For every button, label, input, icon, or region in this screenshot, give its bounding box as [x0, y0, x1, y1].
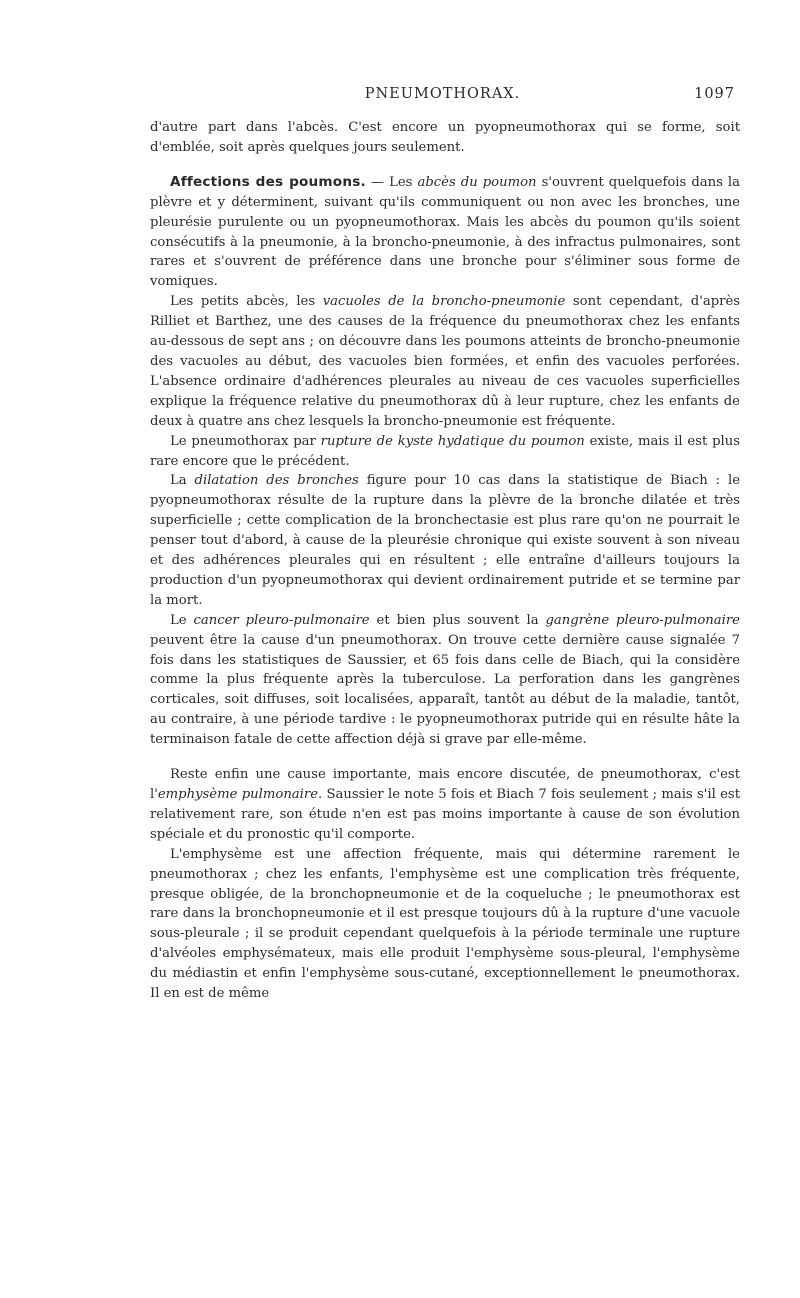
paragraph-text: Les petits abcès, les: [170, 294, 323, 310]
paragraph-emphyseme-enfants: [150, 845, 740, 1004]
italic-term: abcès du poumon: [417, 174, 537, 190]
paragraph-continuation: [150, 118, 740, 158]
paragraph-text: sont cependant, d'après Rilliet et Barthez, une des causes de la fréquence du pneumothorax chez les enfants au-dessous de sept ans ; on découvre dans les poumons atteints de broncho-pneumonie des vacuoles au début, des vacuoles bien formées, et enfin des vacuoles perforées. L'absence ordinaire d'adhérences pleurales au niveau de ces vacuoles superficielles explique la fréquence relative du pneumothorax dû à leur rupture, chez les enfants de deux à quatre ans chez lesquels la broncho-pneumonie est fréquente.: [150, 294, 741, 429]
paragraph-cancer-gangrene: [150, 611, 740, 750]
italic-term: gangrène pleuro-pulmonaire: [545, 612, 740, 628]
paragraph-text: et bien plus souvent la: [369, 612, 546, 628]
paragraph-kyste-hydatique: [150, 432, 740, 472]
paragraph-text: d'autre part dans l'abcès. C'est encore un pyopneumothorax qui se forme, soit d'emblée, soit après quelques jours seulement.: [150, 120, 740, 155]
running-head: [150, 86, 735, 108]
paragraph-text: — Les: [365, 174, 418, 190]
paragraph-text: Le pneumothorax par: [170, 433, 321, 449]
italic-term: dilatation des bronches: [194, 473, 359, 489]
italic-term: rupture de kyste hydatique du poumon: [320, 433, 585, 449]
paragraph-text: existe, mais il est plus rare encore que le précédent.: [150, 433, 741, 469]
italic-term: emphysème pulmonaire: [157, 787, 318, 802]
italic-term: cancer pleuro-pulmonaire: [193, 612, 370, 628]
paragraph-text: . Saussier le note 5 fois et Biach 7 fois seulement ; mais s'il est relativement rare, son étude n'en est pas moins importante à cause de son évolution spéciale et du pronostic qu'il comporte.: [150, 787, 740, 842]
paragraph-text: La: [170, 473, 195, 489]
paragraph-text: L'emphysème est une affection fréquente, mais qui détermine rarement le pneumothorax ; chez les enfants, l'emphysème est une complication très fréquente, presque obligée, de la bronchopneumonie et de la coqueluche ; le pneumothorax est rare dans la bronchopneumonie et il est presque toujours dû à la rupture d'une vacuole sous-pleurale ; il se produit cependant quelquefois à la période terminale une rupture d'alvéoles emphysémateux, mais elle produit l'emphysème sous-pleural, l'emphysème du médiastin et enfin l'emphysème sous-cutané, exceptionnellement le pneumothorax. Il en est de même: [150, 846, 740, 1002]
paragraph-text: Reste enfin une cause importante, mais encore discutée, de pneumothorax, c'est l': [150, 767, 740, 802]
paragraph-affections-poumons: [150, 173, 740, 292]
page-body: [150, 118, 740, 1004]
paragraph-emphyseme: [150, 765, 740, 845]
paragraph-text: peuvent être la cause d'un pneumothorax. On trouve cette dernière cause signalée 7 fois dans les statistiques de Saussier, et 65 fois dans celle de Biach, qui la considère comme la plus fréquente après la tuberculose. La perforation dans les gangrènes corticales, soit diffuses, soit localisées, apparaît, tantôt au début de la maladie, tantôt, au contraire, à une période tardive : le pyopneumothorax putride qui en résulte hâte la terminaison fatale de cette affection déjà si grave par elle-même.: [150, 632, 740, 748]
paragraph-dilatation-bronches: [150, 471, 740, 610]
paragraph-text: Le: [170, 612, 194, 628]
italic-term: vacuoles de la broncho-pneumonie: [322, 294, 566, 310]
paragraph-vacuoles: [150, 292, 740, 431]
page-number: 1097: [694, 86, 735, 102]
paragraph-text: figure pour 10 cas dans la statistique de Biach : le pyopneumothorax résulte de la rupture dans la plèvre de la bronche dilatée et très superficielle ; cette complication de la bronchectasie est plus rare qu'on ne pourrait le penser tout d'abord, à cause de la pleurésie chronique qui existe souvent à son niveau et des adhérences pleurales qui en résultent ; elle entraîne d'ailleurs toujours la production d'un pyopneumothorax qui devient ordinairement putride et se termine par la mort.: [150, 473, 741, 608]
running-title: PNEUMOTHORAX.: [364, 86, 521, 102]
paragraph-text: s'ouvrent quelquefois dans la plèvre et y déterminent, suivant qu'ils communiquent ou non avec les bronches, une pleurésie purulente ou un pyopneumothorax. Mais les abcès du poumon qu'ils soient consécutifs à la pneumonie, à la broncho-pneumonie, à des infractus pulmonaires, sont rares et s'ouvrent de préférence dans une bronche pour s'éliminer sous forme de vomiques.: [150, 174, 740, 290]
section-heading: Affections des poumons.: [170, 173, 366, 190]
